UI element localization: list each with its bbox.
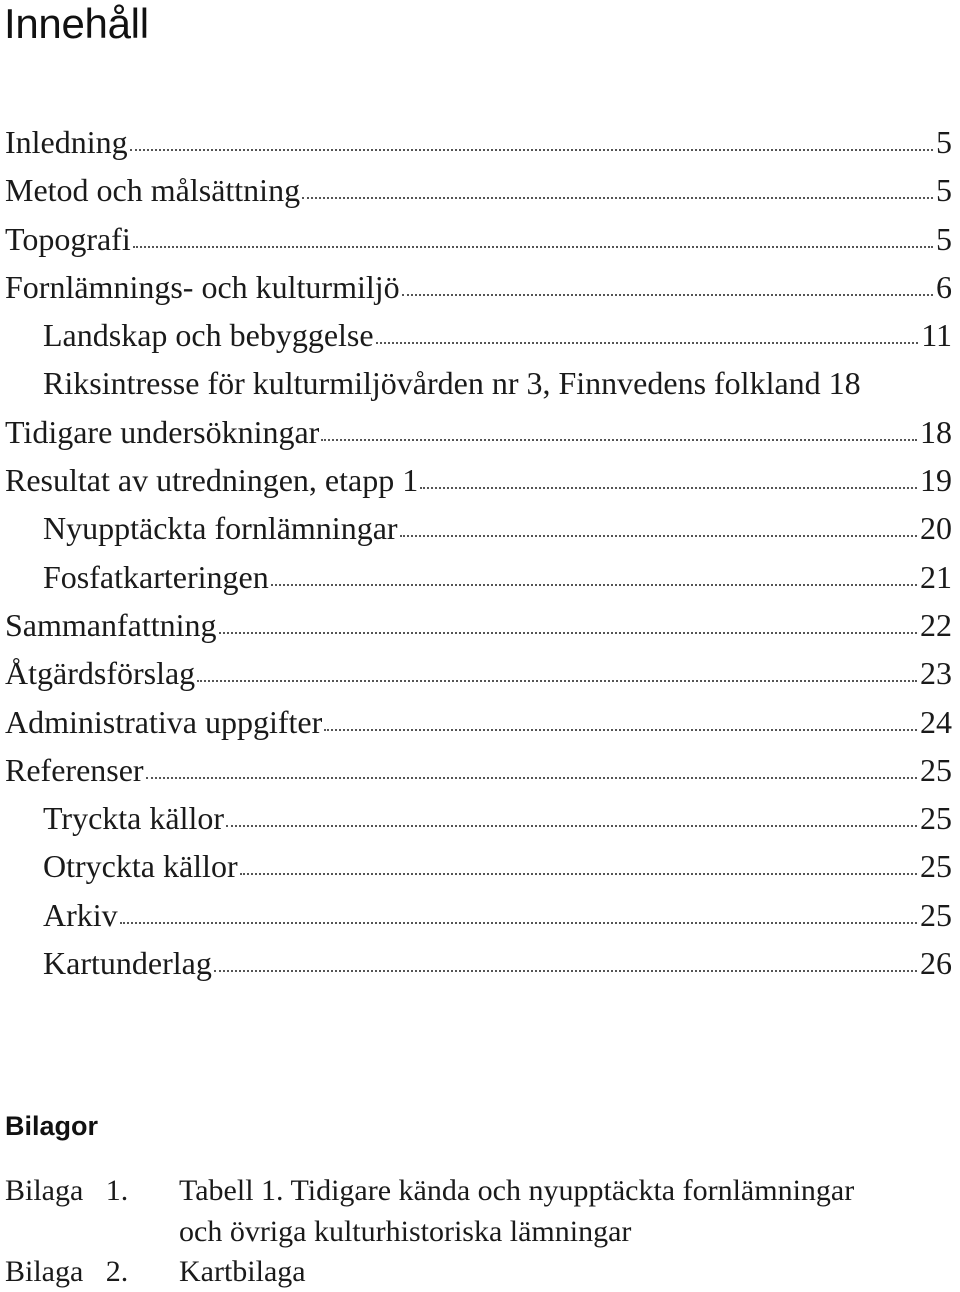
toc-entry xyxy=(0,408,952,456)
toc-dot-leader xyxy=(120,921,917,924)
toc-entry-title: Fosfatkarteringen xyxy=(43,558,269,595)
toc-dot-leader xyxy=(302,196,933,199)
toc-entry-page-number: 11 xyxy=(921,317,952,354)
toc-dot-leader xyxy=(400,534,917,537)
appendix-heading: Bilagor xyxy=(5,1111,99,1141)
toc-dot-leader xyxy=(240,872,917,875)
toc-entry xyxy=(0,794,952,842)
toc-entry-page-number: 21 xyxy=(920,558,952,595)
toc-dot-leader xyxy=(402,293,933,296)
toc-dot-leader xyxy=(271,583,917,586)
toc-entry-page-number: 25 xyxy=(920,896,952,933)
toc-dot-leader xyxy=(376,341,919,344)
table-of-contents xyxy=(0,118,952,987)
toc-dot-leader xyxy=(130,148,933,151)
appendix-description-line: och övriga kulturhistoriska lämningar xyxy=(179,1215,632,1248)
toc-entry xyxy=(0,891,952,939)
toc-entry-title: Otryckta källor xyxy=(43,848,238,885)
toc-entry-title: Resultat av utredningen, etapp 1 xyxy=(5,462,419,499)
toc-entry-page-number: 18 xyxy=(828,365,861,402)
toc-entry-title: Åtgärdsförslag xyxy=(5,655,196,692)
toc-entry-title: Inledning xyxy=(5,124,128,160)
toc-entry-title: Riksintresse för kulturmiljövården nr 3, Finnvedens folkland xyxy=(43,365,821,402)
toc-entry xyxy=(0,649,952,697)
toc-entry-page-number: 5 xyxy=(936,172,952,209)
appendix-description xyxy=(179,1251,949,1292)
toc-entry xyxy=(0,601,952,649)
toc-dot-leader xyxy=(324,728,917,731)
toc-entry-page-number: 25 xyxy=(920,800,952,837)
toc-entry-page-number: 5 xyxy=(936,220,952,257)
toc-entry-page-number: 19 xyxy=(920,462,952,499)
toc-entry-title: Referenser xyxy=(5,751,144,788)
toc-entry xyxy=(0,842,952,890)
toc-entry-title: Sammanfattning xyxy=(5,606,217,643)
toc-entry-title: Kartunderlag xyxy=(43,945,212,982)
toc-dot-leader xyxy=(420,486,917,489)
toc-entry-title: Landskap och bebyggelse xyxy=(43,317,374,354)
toc-dot-leader xyxy=(321,438,917,441)
toc-entry xyxy=(0,166,952,214)
toc-dot-leader xyxy=(133,245,933,248)
toc-entry xyxy=(0,746,952,794)
toc-entry-title: Arkiv xyxy=(43,896,118,933)
toc-entry-page-number: 23 xyxy=(920,655,952,692)
toc-entry xyxy=(0,263,952,311)
toc-entry xyxy=(0,215,952,263)
toc-entry xyxy=(0,698,952,746)
toc-entry-page-number: 22 xyxy=(920,606,952,643)
appendix-description xyxy=(179,1170,949,1252)
toc-entry-page-number: 6 xyxy=(936,268,952,305)
toc-entry-title: Tidigare undersökningar xyxy=(5,413,320,450)
toc-entry xyxy=(0,553,952,601)
toc-entry-page-number: 5 xyxy=(936,124,952,160)
toc-entry-page-number: 20 xyxy=(920,510,952,547)
toc-dot-leader xyxy=(219,631,917,634)
toc-entry xyxy=(0,504,952,552)
toc-entry-page-number: 26 xyxy=(920,945,952,982)
toc-entry-page-number: 25 xyxy=(920,848,952,885)
toc-entry xyxy=(0,359,952,407)
appendix-label: Bilaga 1. xyxy=(5,1174,129,1207)
toc-entry-page-number: 25 xyxy=(920,751,952,788)
toc-entry xyxy=(0,311,952,359)
appendix-description-line: Tabell 1. Tidigare kända och nyupptäckta fornlämningar xyxy=(179,1174,855,1207)
toc-entry xyxy=(0,118,952,166)
toc-entry-page-number: 24 xyxy=(920,703,952,740)
page-heading: Innehåll xyxy=(4,0,149,47)
toc-entry-title: Fornlämnings- och kulturmiljö xyxy=(5,268,400,305)
toc-entry-title: Tryckta källor xyxy=(43,800,225,837)
toc-entry xyxy=(0,456,952,504)
toc-dot-leader xyxy=(214,969,917,972)
toc-entry-page-number: 18 xyxy=(920,413,952,450)
toc-entry xyxy=(0,939,952,987)
toc-dot-leader xyxy=(146,776,917,779)
toc-entry-title: Topografi xyxy=(5,220,131,257)
toc-dot-leader xyxy=(197,679,917,682)
toc-entry-title: Nyupptäckta fornlämningar xyxy=(43,510,398,547)
appendix-description-line: Kartbilaga xyxy=(179,1255,306,1288)
toc-entry-title: Administrativa uppgifter xyxy=(5,703,323,740)
toc-dot-leader xyxy=(226,824,917,827)
appendix-label: Bilaga 2. xyxy=(5,1255,129,1288)
toc-entry-title: Metod och målsättning xyxy=(5,172,301,209)
